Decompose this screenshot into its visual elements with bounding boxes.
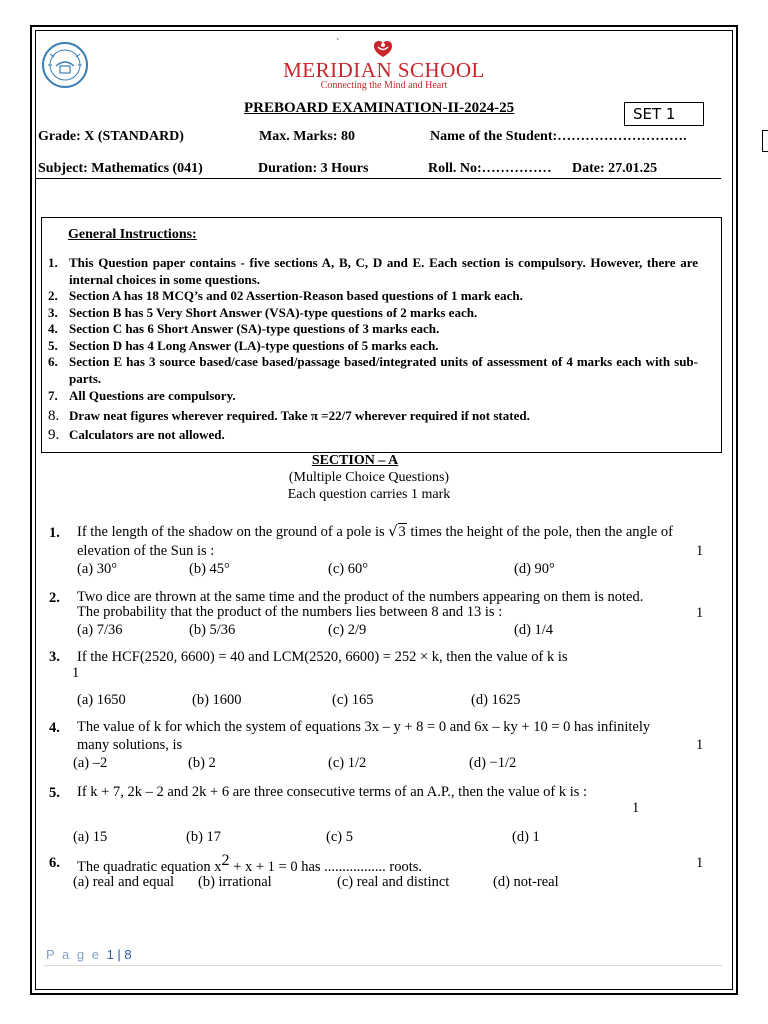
question-mark: 1 — [72, 665, 80, 681]
option: (b) irrational — [198, 874, 272, 890]
option: (c) 5 — [326, 829, 353, 845]
option: (b) 5/36 — [189, 622, 236, 638]
instruction-item: 9. Calculators are not allowed. — [48, 427, 225, 443]
exam-date: Date: 27.01.25 — [572, 161, 658, 176]
header-divider — [35, 178, 721, 179]
grade: Grade: X (STANDARD) — [38, 129, 184, 144]
option: (a) 15 — [73, 829, 108, 845]
footer-divider — [44, 965, 722, 966]
question-mark: 1 — [696, 855, 704, 871]
section-a-note: Each question carries 1 mark — [287, 487, 451, 502]
option: (c) real and distinct — [337, 874, 450, 890]
question-number: 1. — [49, 525, 60, 541]
instructions-list — [48, 255, 698, 444]
roll-no-field: Roll. No:…………… — [428, 161, 552, 176]
section-a-subtitle: (Multiple Choice Questions) — [288, 470, 450, 485]
option: (a) 7/36 — [77, 622, 123, 638]
question-5-text: If k + 7, 2k – 2 and 2k + 6 are three consecutive terms of an A.P., then the value of k is : — [77, 784, 588, 800]
question-1-text-line2: elevation of the Sun is : — [77, 543, 215, 559]
school-name: MERIDIAN SCHOOL — [283, 58, 485, 82]
exam-title: PREBOARD EXAMINATION-II-2024-25 — [244, 100, 515, 116]
tick-mark: ` — [336, 38, 340, 49]
set-label: SET 1 — [624, 102, 704, 126]
page-label: P a g e — [46, 947, 101, 962]
instruction-item: 6. Section E has 3 source based/case based/passage based/integrated units of assessment of 4 marks each with sub-parts. — [48, 354, 698, 386]
question-2-text: Two dice are thrown at the same time and the product of the numbers appearing on them is noted. — [77, 589, 644, 605]
option: (c) 1/2 — [328, 755, 367, 771]
question-4-text: The value of k for which the system of equations 3x – y + 8 = 0 and 6x – ky + 10 = 0 has infinitely — [77, 719, 651, 735]
max-marks: Max. Marks: 80 — [259, 129, 356, 144]
school-logo-icon — [371, 38, 395, 58]
question-6-text: The quadratic equation $x^2 + x + 1 = 0$ has ................. roots. — [77, 852, 423, 875]
question-4-text-line2: many solutions, is — [77, 737, 183, 753]
section-a-title: SECTION – A — [311, 453, 399, 468]
instruction-item: 4. Section C has 6 Short Answer (SA)-type questions of 3 marks each. — [48, 321, 440, 336]
question-2-text-line2: The probability that the product of the numbers lies between 8 and 13 is : — [77, 604, 503, 620]
question-number: 4. — [49, 720, 60, 736]
question-mark: 1 — [632, 800, 640, 816]
option: (d) not-real — [493, 874, 559, 890]
question-mark: 1 — [696, 543, 704, 559]
option: (a) –2 — [73, 755, 108, 771]
page-number: 1 | 8 — [106, 947, 132, 962]
question-3-text: If the HCF(2520, 6600) = 40 and LCM(2520, 6600) = 252 × k, then the value of k is — [77, 649, 568, 665]
option: (b) 17 — [186, 829, 222, 845]
question-1-text: If the length of the shadow on the ground of a pole is √3 times the height of the pole, then the angle of — [77, 524, 673, 540]
option: (a) real and equal — [73, 874, 175, 890]
option: (c) 60° — [328, 561, 369, 577]
margin-bracket — [762, 130, 768, 152]
question-number: 2. — [49, 590, 60, 606]
question-number: 6. — [49, 855, 60, 871]
student-name-field: Name of the Student:………………………. — [430, 129, 687, 144]
instruction-item: 7. All Questions are compulsory. — [48, 388, 236, 403]
option: (d) 1 — [512, 829, 540, 845]
instruction-item: 5. Section D has 4 Long Answer (LA)-type questions of 5 marks each. — [48, 337, 439, 353]
school-tagline: Connecting the Mind and Heart — [320, 80, 448, 91]
option: (c) 165 — [332, 692, 374, 708]
question-number: 5. — [49, 785, 60, 801]
instructions-title: General Instructions: — [68, 227, 197, 242]
instruction-item: 1. This Question paper contains - five sections A, B, C, D and E. Each section is compulsory. However, there are internal choices in some questions. — [48, 255, 698, 287]
sqrt-icon: √ — [388, 524, 398, 540]
option: (a) 30° — [77, 561, 118, 577]
question-number: 3. — [49, 649, 60, 665]
question-mark: 1 — [696, 605, 704, 621]
instruction-item: 2. Section A has 18 MCQ’s and 02 Assertion-Reason based questions of 1 mark each. — [48, 288, 523, 303]
question-mark: 1 — [696, 737, 704, 753]
option: (a) 1650 — [77, 692, 126, 708]
option: (b) 1600 — [192, 692, 242, 708]
option: (b) 45° — [189, 561, 230, 577]
subject: Subject: Mathematics (041) — [38, 161, 203, 176]
option: (d) 90° — [514, 561, 555, 577]
option: (b) 2 — [188, 755, 216, 771]
option: (d) 1/4 — [514, 622, 554, 638]
option: (c) 2/9 — [328, 622, 367, 638]
page-footer — [46, 947, 132, 962]
option: (d) −1/2 — [469, 755, 517, 771]
instruction-item: 3. Section B has 5 Very Short Answer (VSA)-type questions of 2 marks each. — [48, 304, 478, 320]
option: (d) 1625 — [471, 692, 521, 708]
instruction-item: 8. Draw neat figures wherever required. Take π =22/7 wherever required if not stated. — [48, 407, 530, 424]
duration: Duration: 3 Hours — [258, 161, 369, 176]
